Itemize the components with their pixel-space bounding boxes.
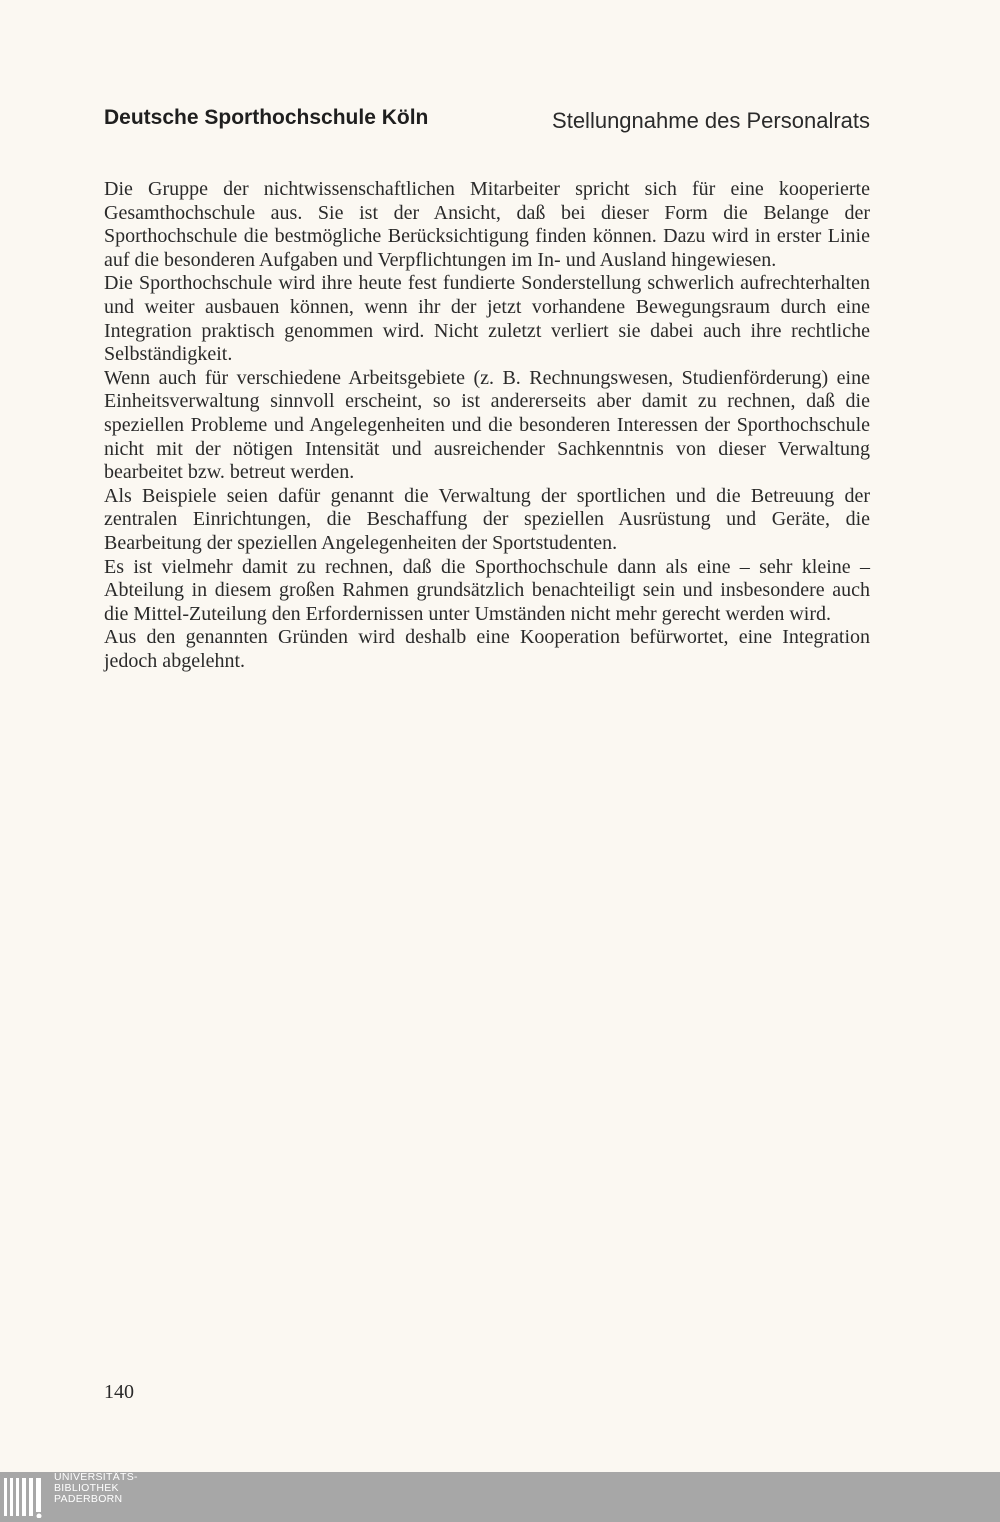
paragraph-5: Es ist vielmehr damit zu rechnen, daß die Sporthochschule dann als eine – sehr kleine – Abteilung in diesem großen Rahmen grundsätzlich benachteiligt sein und insbesondere auch die Mittel-Zuteilung den Erfordernissen unter Umständen nicht mehr gerecht werden wird. <box>104 555 870 625</box>
library-logo-icon <box>4 1476 48 1518</box>
library-line-3: PADERBORN <box>54 1493 123 1505</box>
paragraph-2: Die Sporthochschule wird ihre heute fest fundierte Sonderstellung schwerlich aufrechterhalten und weiter ausbauen können, wenn ihr der jetzt vorhandene Bewegungsraum durch eine Integration praktisch genommen wird. Nicht zuletzt verliert sie dabei auch ihre rechtliche Selbständigkeit. <box>104 272 870 366</box>
body-text <box>104 178 870 673</box>
paragraph-3: Wenn auch für verschiedene Arbeitsgebiete (z. B. Rechnungswesen, Studienförderung) eine Einheitsverwaltung sinnvoll erscheint, so ist andererseits aber damit zu rechnen, daß die speziellen Probleme und Angelegenheiten und die besonderen Interessen der Sporthochschule nicht mit der nötigen Intensität und ausreichender Sachkenntnis von dieser Verwaltung bearbeitet bzw. betreut werden. <box>104 366 870 484</box>
institution-title: Deutsche Sporthochschule Köln <box>104 106 429 129</box>
paragraph-6: Aus den genannten Gründen wird deshalb eine Kooperation befürwortet, eine Integration jedoch abgelehnt. <box>104 626 870 672</box>
paragraph-1: Die Gruppe der nichtwissenschaftlichen Mitarbeiter spricht sich für eine kooperierte Gesamthochschule aus. Sie ist der Ansicht, daß bei dieser Form die Belange der Sporthochschule die bestmögliche Berücksichtigung finden können. Dazu wird in erster Linie auf die besonderen Aufgaben und Verpflichtungen im In- und Ausland hingewiesen. <box>104 178 870 271</box>
section-title: Stellungnahme des Personalrats <box>552 108 870 133</box>
library-line-2: BIBLIOTHEK <box>54 1482 119 1494</box>
library-name <box>54 1472 138 1505</box>
page-header <box>104 106 870 140</box>
page-number: 140 <box>104 1381 134 1403</box>
library-line-1: UNIVERSITÄTS- <box>54 1471 138 1483</box>
library-footer <box>0 1472 1000 1522</box>
paragraph-4: Als Beispiele seien dafür genannt die Verwaltung der sportlichen und die Betreuung der zentralen Einrichtungen, die Beschaffung der speziellen Ausrüstung und Geräte, die Bearbeitung der speziellen Angelegenheiten der Sportstudenten. <box>104 484 870 554</box>
